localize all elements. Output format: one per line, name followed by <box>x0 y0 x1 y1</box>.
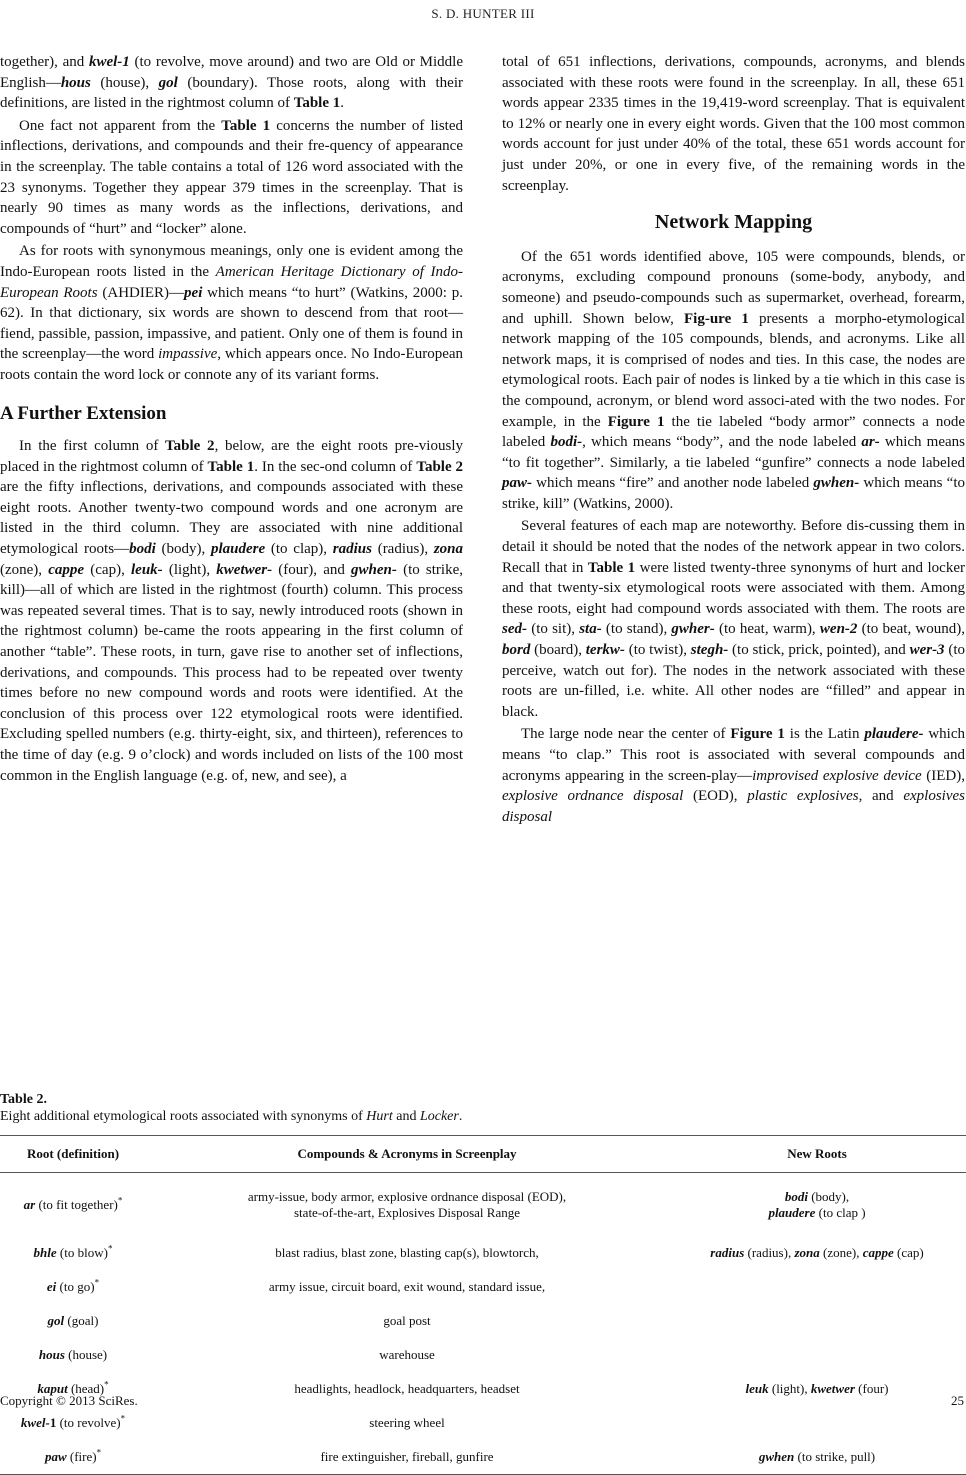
compounds-cell: fire extinguisher, fireball, gunfire <box>146 1440 668 1475</box>
root-cell: hous (house) <box>38 1347 108 1362</box>
paragraph: Of the 651 words identified above, 105 were compounds, blends, or acronyms, excluding compound pronouns (some-body, anybody, and someone) and pseudo-compounds such as supermarket, overhead, forearm, and uphill. Shown below, Fig-ure 1 presents a morpho-etymological network mapping of the 105 compounds, blends, and acronyms. Like all network maps, it is comprised of nodes and ties. In this case, the nodes are etymological roots. Each pair of nodes is linked by a tie which in this case is the compound, acronym, or blend word associ-ated with the two nodes. For example, in the Figure 1 the tie labeled “body armor” connects a node labeled bodi-, which means “body”, and the node labeled ar- which means “to fit together”. Similarly, a tie labeled “gunfire” connects a node labeled paw- which means “fire” and another node labeled gwhen- which means “to strike, kill” (Watkins, 2000). <box>502 248 966 512</box>
table-ref-link[interactable]: Table 2 <box>165 438 215 455</box>
column-header-root: Root (definition) <box>0 1136 146 1173</box>
root-cell: paw (fire)* <box>0 1440 146 1475</box>
table-row <box>0 1173 966 1237</box>
compounds-cell: headlights, headlock, headquarters, headset <box>294 1381 520 1396</box>
left-column <box>0 52 463 786</box>
table-label: Table 2. <box>0 1092 47 1107</box>
compounds-cell: steering wheel <box>369 1415 445 1430</box>
compounds-cell: blast radius, blast zone, blasting cap(s), blowtorch, <box>275 1245 539 1260</box>
table-header-row <box>0 1136 966 1173</box>
table-grid <box>0 1135 966 1475</box>
root-cell: gol (goal) <box>47 1313 99 1328</box>
compounds-cell: army-issue, body armor, explosive ordnance disposal (EOD), state-of-the-art, Explosives Disposal Range <box>247 1188 567 1220</box>
table-ref-link[interactable]: Table 1 <box>293 95 341 112</box>
paragraph: One fact not apparent from the Table 1 concerns the number of listed inflections, derivations, and compounds and their fre-quency of appearance in the screenplay. The table contains a total of 126 word associated with the 23 synonyms. Together they appear 379 times in the screenplay. That is nearly 90 times as many words as the inflections, derivations, and compounds of “hurt” and “locker” alone. <box>0 117 463 237</box>
running-head: S. D. HUNTER III <box>431 6 535 21</box>
table-ref-link[interactable]: Table 1 <box>221 117 271 134</box>
new-roots-cell <box>668 1406 966 1440</box>
new-roots-cell: radius (radius), zona (zone), cappe (cap) <box>710 1245 924 1260</box>
new-roots-cell <box>668 1304 966 1338</box>
paragraph: In the first column of Table 2, below, are the eight roots pre-viously placed in the rightmost column of Table 1. In the sec-ond column of Table 2 are the fifty inflections, derivations, and compounds associated with these eight roots. Another twenty-two compound words and one acronym are listed in the third column. They are associated with nine additional etymological roots—bodi (body), plaudere (to clap), radius (radius), zona (zone), cappe (cap), leuk- (light), kwetwer- (four), and gwhen- (to strike, kill)—all of which are listed in the rightmost (fourth) column. This process was repeated several times. That is to say, newly introduced roots (shown in the rightmost column) be-came the roots appearing in the first column of another “table”. These roots, in turn, gave rise to another set of inflections, derivations, and compounds. This process had to be repeated over twenty times before no new compound words and roots were identified. At the conclusion of this process over 122 etymological roots were identified. Excluding spelled numbers (e.g. thirty-eight, six, and thirteen), references to the time of day (e.g. 9 o’clock) and words included on lists of the 100 most common in the English language (e.g. of, new, and see), a <box>0 438 464 784</box>
column-header-compounds: Compounds & Acronyms in Screenplay <box>146 1136 668 1173</box>
table-row <box>0 1338 966 1372</box>
figure-ref-link[interactable]: Fig-ure 1 <box>684 310 749 327</box>
root-cell: ar (to fit together)* <box>23 1195 123 1212</box>
copyright-notice: Copyright © 2013 SciRes. <box>0 1393 138 1408</box>
paragraph: total of 651 inflections, derivations, compounds, acronyms, and blends associated with these roots were found in the screenplay. In all, these 651 words appear 2335 times in the 19,419-word screenplay. That is equivalent to 12% or nearly one in every eight words. Given that the 100 most common words account for just under 40% of the total, these 651 words account for just under 20%, or one in every five, of the remaining words in the screenplay. <box>502 54 965 194</box>
compounds-cell: warehouse <box>379 1347 435 1362</box>
table-row <box>0 1236 966 1270</box>
figure-ref-link[interactable]: Figure 1 <box>730 726 785 743</box>
paragraph: together), and kwel-1 (to revolve, move around) and two are Old or Middle English—hous (house), gol (boundary). Those roots, along with their definitions, are listed in the rightmost column of Table 1. <box>0 54 463 112</box>
paragraph: The large node near the center of Figure 1 is the Latin plaudere- which means “to clap.” This root is associated with several compounds and acronyms appearing in the screen-play—improvised explosive device (IED), explosive ordnance disposal (EOD), plastic explosives, and explosives disposal <box>502 726 965 825</box>
section-heading: A Further Extension <box>0 402 167 424</box>
section-heading: Network Mapping <box>654 211 813 234</box>
new-roots-cell: bodi (body), plaudere (to clap ) <box>768 1188 866 1220</box>
table-row <box>0 1270 966 1304</box>
table-ref-link[interactable]: Table 1 <box>587 559 636 576</box>
right-column <box>502 52 965 827</box>
root-cell: kaput (head)* <box>37 1379 109 1396</box>
paragraph: Several features of each map are noteworthy. Before dis-cussing them in detail it should be noted that the nodes of the network appear in two colors. Recall that in Table 1 were listed twenty-three synonyms of hurt and locker and that twenty-six etymological roots were associated with them. Among these roots, eight had compound words associated with them. The roots are sed- (to sit), sta- (to stand), gwher- (to heat, warm), wen-2 (to beat, wound), bord (board), terkw- (to twist), stegh- (to stick, prick, pointed), and wer-3 (to perceive, watch out for). The nodes in the network associated with these roots are un-filled, i.e. white. All other nodes are “filled” and appear in black. <box>502 518 966 720</box>
new-roots-cell: leuk (light), kwetwer (four) <box>745 1381 889 1396</box>
table-ref-link[interactable]: Table 2 <box>416 458 464 475</box>
paragraph: As for roots with synonymous meanings, only one is evident among the Indo-European roots listed in the American Heritage Dictionary of Indo-European Roots (AHDIER)—pei which means “to hurt” (Watkins, 2000: p. 62). In that dictionary, six words are shown to descend from that root—fiend, passible, passion, impassive, and patient. Only one of them is found in the screenplay—the word impassive, which appears once. No Indo-European roots contain the word lock or connote any of its variant forms. <box>0 243 464 383</box>
page-number: 25 <box>951 1393 964 1408</box>
table-caption: Eight additional etymological roots associated with synonyms of Hurt and Locker. <box>0 1109 463 1124</box>
figure-ref-link[interactable]: Figure 1 <box>607 413 665 430</box>
compounds-cell: army issue, circuit board, exit wound, standard issue, <box>268 1279 546 1294</box>
new-roots-cell: gwhen (to strike, pull) <box>668 1440 966 1475</box>
new-roots-cell <box>668 1338 966 1372</box>
root-cell: kwel-1 (to revolve)* <box>20 1413 126 1430</box>
table-ref-link[interactable]: Table 1 <box>207 458 255 475</box>
table-row <box>0 1406 966 1440</box>
root-cell: bhle (to blow)* <box>33 1243 113 1260</box>
table-row <box>0 1304 966 1338</box>
root-cell: ei (to go)* <box>46 1277 100 1294</box>
compounds-cell: goal post <box>383 1313 431 1328</box>
column-header-new-roots: New Roots <box>668 1136 966 1173</box>
new-roots-cell <box>668 1270 966 1304</box>
table-row <box>0 1440 966 1475</box>
page-footer <box>0 1393 966 1409</box>
